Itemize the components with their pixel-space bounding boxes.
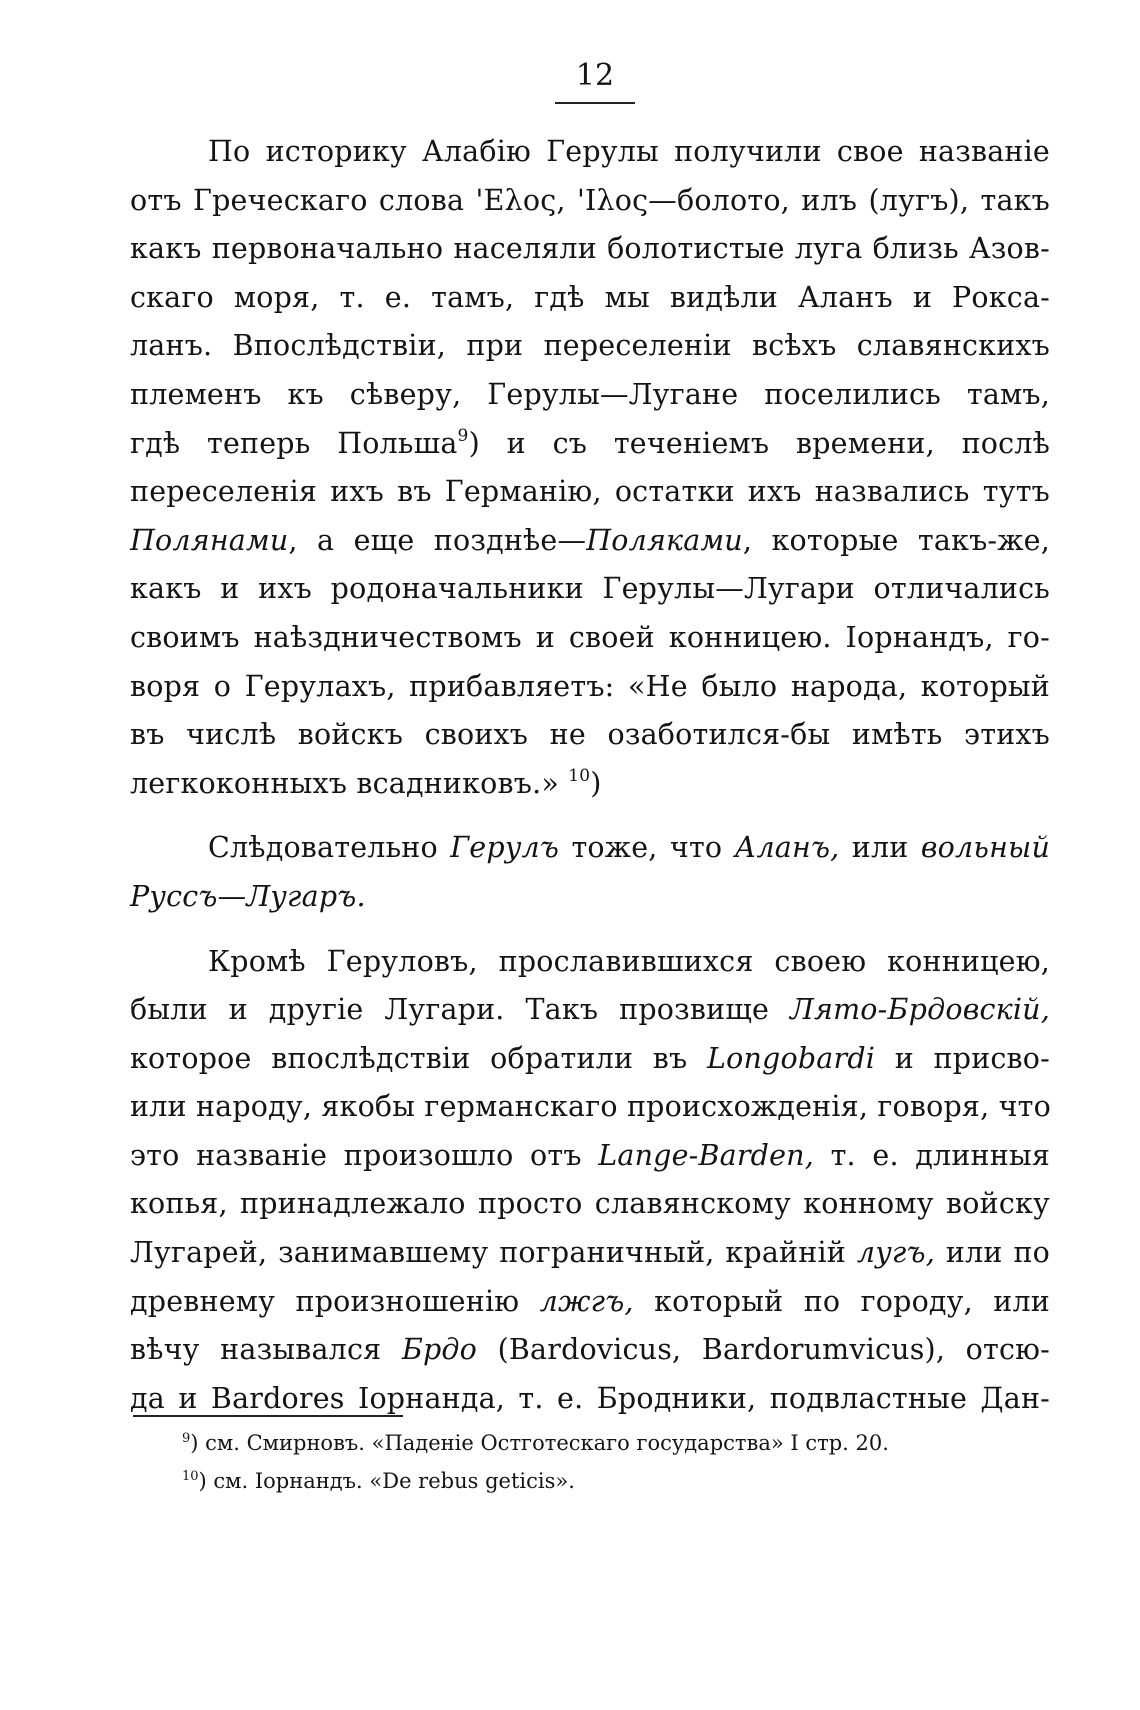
text-run: вѣчу назывался [130,1333,402,1367]
text-line [130,1278,1050,1327]
footnote-9 [182,1424,1042,1462]
italic-term: Лято-Брдовскій, [790,993,1050,1027]
italic-term: Руссъ—Лугаръ. [130,879,366,913]
text-line: ланъ. Впослѣдствіи, при переселеніи всѣхъ славянскихъ [130,329,1050,363]
text-line: воря о Герулахъ, прибавляетъ: «Не было народа, который [130,669,1050,703]
italic-term: Lange-Barden, [598,1138,814,1172]
footnote-mark: 10 [182,1469,199,1484]
italic-term: Брдо [401,1333,478,1367]
text-run: который по городу, или [633,1284,1050,1318]
text-line: переселенія ихъ въ Германію, остатки ихъ назвались тутъ [130,475,1050,509]
italic-term: Полянами [130,523,289,557]
text-run: и присво- [875,1041,1050,1075]
italic-term: лжгъ, [539,1284,634,1318]
page-number-rule [555,102,635,104]
footnotes [182,1424,1042,1500]
text-line: или народу, якобы германскаго происхожденія, говоря, что [130,1090,1051,1124]
text-run: гдѣ теперь Польша [130,426,458,460]
text-line [130,1326,1050,1375]
text-line [130,420,1050,469]
italic-term: лугъ, [856,1236,935,1270]
text-line: племенъ къ сѣверу, Герулы—Лугане поселились тамъ, [130,377,1050,411]
text-run: или по [934,1236,1050,1270]
text-line [130,986,1050,1035]
text-line: Кромѣ Геруловъ, прославившихся своею конницею, [208,944,1050,978]
paragraph-1 [130,128,1050,808]
text-line [130,1229,1050,1278]
paragraph-3 [130,938,1050,1424]
text-line [130,760,1050,809]
italic-term: Аланъ, [734,831,840,865]
text-run: были и другіе Лугари. Такъ прозвище [130,993,791,1027]
text-run: или [839,831,921,865]
footnote-text: ) см. Смирновъ. «Паденіе Остготескаго государства» I стр. 20. [190,1431,889,1455]
paragraph-2 [130,824,1050,921]
footnote-text: ) см. Іорнандъ. «De rebus geticis». [198,1469,575,1493]
footnote-ref: 9 [457,425,469,446]
text-line [130,517,1050,566]
text-line [130,824,1050,873]
text-line [130,873,1050,922]
text-run: легкоконныхъ всадниковъ.» [130,766,569,800]
text-run: Лугарей, занимавшему пограничный, крайній [130,1236,857,1270]
page-number: 12 [575,58,615,93]
text-line: копья, принадлежало просто славянскому конному войску [130,1187,1050,1221]
text-run: т. е. длинныя [814,1138,1051,1172]
text-line [130,1035,1050,1084]
footnote-ref: 10 [568,765,591,786]
italic-term: Поляками [586,523,743,557]
text-line: какъ и ихъ родоначальники Герулы—Лугари отличались [130,572,1050,606]
text-run: ) и съ теченіемъ времени, послѣ [468,426,1050,460]
text-run: (Bardovicus, Bardorumvicus), отсю- [477,1333,1050,1367]
text-line: отъ Греческаго слова 'Ελος, 'Ιλος—болото, илъ (лугъ), такъ [130,183,1050,217]
footnote-rule [133,1415,403,1417]
italic-term: вольный [920,831,1051,865]
footnote-mark: 9 [182,1431,191,1446]
footnote-10 [182,1462,1042,1500]
italic-term: Longobardi [707,1041,876,1075]
italic-term: Герулъ [450,831,560,865]
text-line: своимъ наѣздничествомъ и своей конницею. Іорнандъ, го- [130,620,1050,654]
text-run: которое впослѣдствіи обратили въ [130,1041,708,1075]
text-line: въ числѣ войскъ своихъ не озаботился-бы имѣть этихъ [130,718,1050,752]
text-run: , которые такъ-же, [742,523,1051,557]
text-run: древнему произношенію [130,1284,540,1318]
body-text [130,128,1050,1423]
text-line: да и Bardores Іорнанда, т. е. Бродники, подвластные Дан- [130,1381,1050,1415]
text-line: По историку Алабію Герулы получили свое названіе [208,135,1050,168]
text-run: , а еще позднѣе— [288,523,587,557]
text-run: это названіе произошло отъ [130,1138,599,1172]
text-run: ) [590,766,602,800]
text-run: Слѣдовательно [208,831,451,865]
text-line: скаго моря, т. е. тамъ, гдѣ мы видѣли Аланъ и Роксa- [130,280,1050,314]
text-line [130,1132,1050,1181]
text-run: тоже, что [559,831,735,865]
text-line: какъ первоначально населяли болотистые луга близь Азов- [130,232,1050,266]
